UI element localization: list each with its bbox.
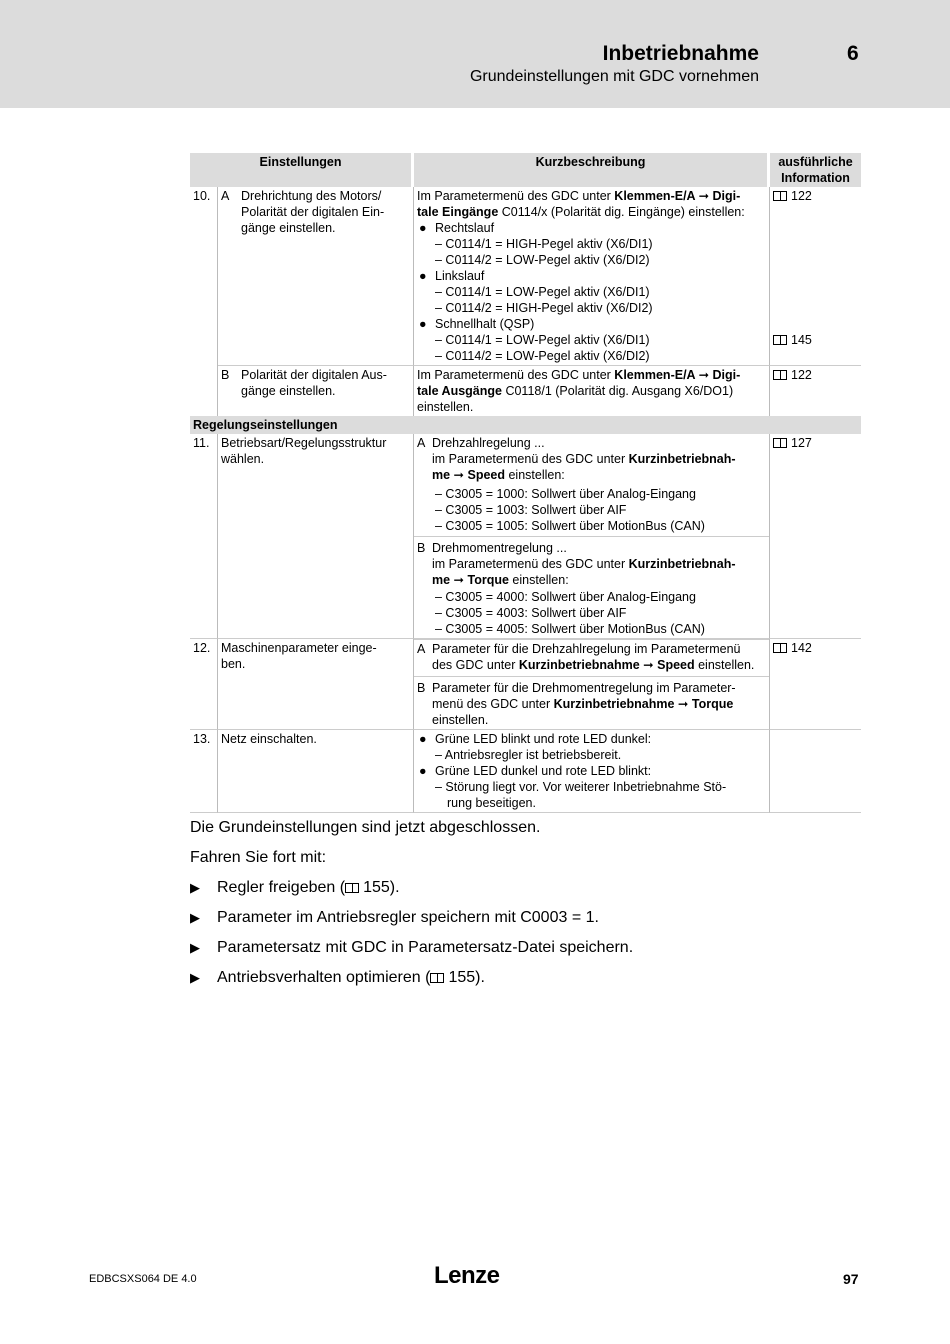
info-reference: 142: [770, 638, 861, 729]
book-icon: [773, 370, 787, 380]
summary-text: Die Grundeinstellungen sind jetzt abgeschlossen.: [190, 819, 541, 836]
document-id: EDBCSXS064 DE 4.0: [89, 1273, 197, 1285]
section-row: [190, 416, 861, 434]
settings-table: [190, 153, 861, 813]
info-reference: 127: [770, 434, 861, 638]
setting-text: Betriebsart/Regelungsstruktur wählen.: [218, 434, 414, 638]
arrow-icon: ▶: [190, 970, 200, 985]
header-info: ausführliche Information: [770, 153, 861, 187]
step-letter: A: [221, 189, 230, 203]
table-row: [190, 187, 861, 365]
book-icon: [773, 438, 787, 448]
header-description: Kurzbeschreibung: [414, 153, 770, 187]
arrow-icon: ▶: [190, 880, 200, 895]
list-item: ▶ Regler freigeben ( 155).: [190, 879, 400, 896]
continue-text: Fahren Sie fort mit:: [190, 849, 327, 866]
step-letter: B: [218, 365, 238, 416]
info-reference: 122 145: [770, 187, 861, 365]
list-item: ▶ Antriebsverhalten optimieren ( 155).: [190, 969, 485, 986]
section-title: Regelungseinstellungen: [190, 416, 861, 434]
step-number: 12.: [190, 638, 218, 729]
header-settings: Einstellungen: [190, 153, 414, 187]
description-text: A Parameter für die Drehzahlregelung im Parametermenü des GDC unter Kurzinbetriebnahme ➞ Speed einstellen. B Parameter für die Drehmomentregelung im Parameter- menü des GDC unter Kurzinbetriebnahme ➞ Torque einstellen.: [414, 638, 770, 729]
description-text: A Drehzahlregelung ... im Parametermenü des GDC unter Kurzinbetriebnah- me ➞ Speed einstellen: – C3005 = 1000: Sollwert über Analog-Eingang – C3005 = 1003: Sollwert über AIF – C3005 = 1005: Sollwert über MotionBus (CAN) B Drehmomentregelung ... im Parametermenü des GDC unter Kurzinbetriebnah- me ➞ Torque einstellen: – C3005 = 4000: Sollwert über Analog-Eingang – C3005 = 4003: Sollwert über AIF – C3005 = 4005: Sollwert über MotionBus (CAN): [414, 434, 770, 638]
list-item: ▶ Parameter im Antriebsregler speichern mit C0003 = 1.: [190, 909, 599, 926]
setting-text: Drehrichtung des Motors/ Polarität der digitalen Ein- gänge einstellen.: [238, 187, 414, 365]
setting-text: Polarität der digitalen Aus- gänge einstellen.: [238, 365, 414, 416]
page-subtitle: Grundeinstellungen mit GDC vornehmen: [469, 68, 759, 85]
book-icon: [345, 883, 359, 893]
lenze-logo: Lenze: [434, 1262, 500, 1289]
setting-text: Netz einschalten.: [218, 729, 414, 813]
chapter-number: 6: [847, 42, 859, 65]
book-icon: [430, 973, 444, 983]
description-text: ● Grüne LED blinkt und rote LED dunkel: – Antriebsregler ist betriebsbereit. ● Grüne LED dunkel und rote LED blinkt: – Störung liegt vor. Vor weiterer Inbetriebnahme Stö- rung beseitigen.: [414, 729, 770, 813]
step-number: 13.: [190, 729, 218, 813]
info-reference: [770, 729, 861, 813]
book-icon: [773, 335, 787, 345]
page-number: 97: [843, 1271, 859, 1287]
description-text: Im Parametermenü des GDC unter Klemmen-E/A ➞ Digi- tale Eingänge C0114/x (Polarität dig. Eingänge) einstellen: ● Rechtslauf – C0114/1 = HIGH-Pegel aktiv (X6/DI1) – C0114/2 = LOW-Pegel aktiv (X6/DI2) ● Linkslauf – C0114/1 = LOW-Pegel aktiv (X6/DI1) – C0114/2 = HIGH-Pegel aktiv (X6/DI2) ● Schnellhalt (QSP) – C0114/1 = LOW-Pegel aktiv (X6/DI1) – C0114/2 = LOW-Pegel aktiv (X6/DI2): [414, 187, 770, 365]
header-band: [0, 0, 950, 108]
step-number: 11.: [190, 434, 218, 638]
table-header-row: [190, 153, 861, 187]
arrow-icon: ▶: [190, 910, 200, 925]
info-reference: 122: [770, 365, 861, 416]
description-text: Im Parametermenü des GDC unter Klemmen-E/A ➞ Digi- tale Ausgänge C0118/1 (Polarität dig. Ausgang X6/DO1) einstellen.: [414, 365, 770, 416]
table-row: [190, 365, 861, 416]
page-title: Inbetriebnahme: [602, 42, 759, 65]
step-number: 10.: [190, 187, 218, 416]
table-row: [190, 729, 861, 813]
book-icon: [773, 191, 787, 201]
table-row: [190, 638, 861, 729]
book-icon: [773, 643, 787, 653]
arrow-icon: ▶: [190, 940, 200, 955]
list-item: ▶ Parametersatz mit GDC in Parametersatz-Datei speichern.: [190, 939, 634, 956]
setting-text: Maschinenparameter einge- ben.: [218, 638, 414, 729]
table-row: [190, 434, 861, 638]
